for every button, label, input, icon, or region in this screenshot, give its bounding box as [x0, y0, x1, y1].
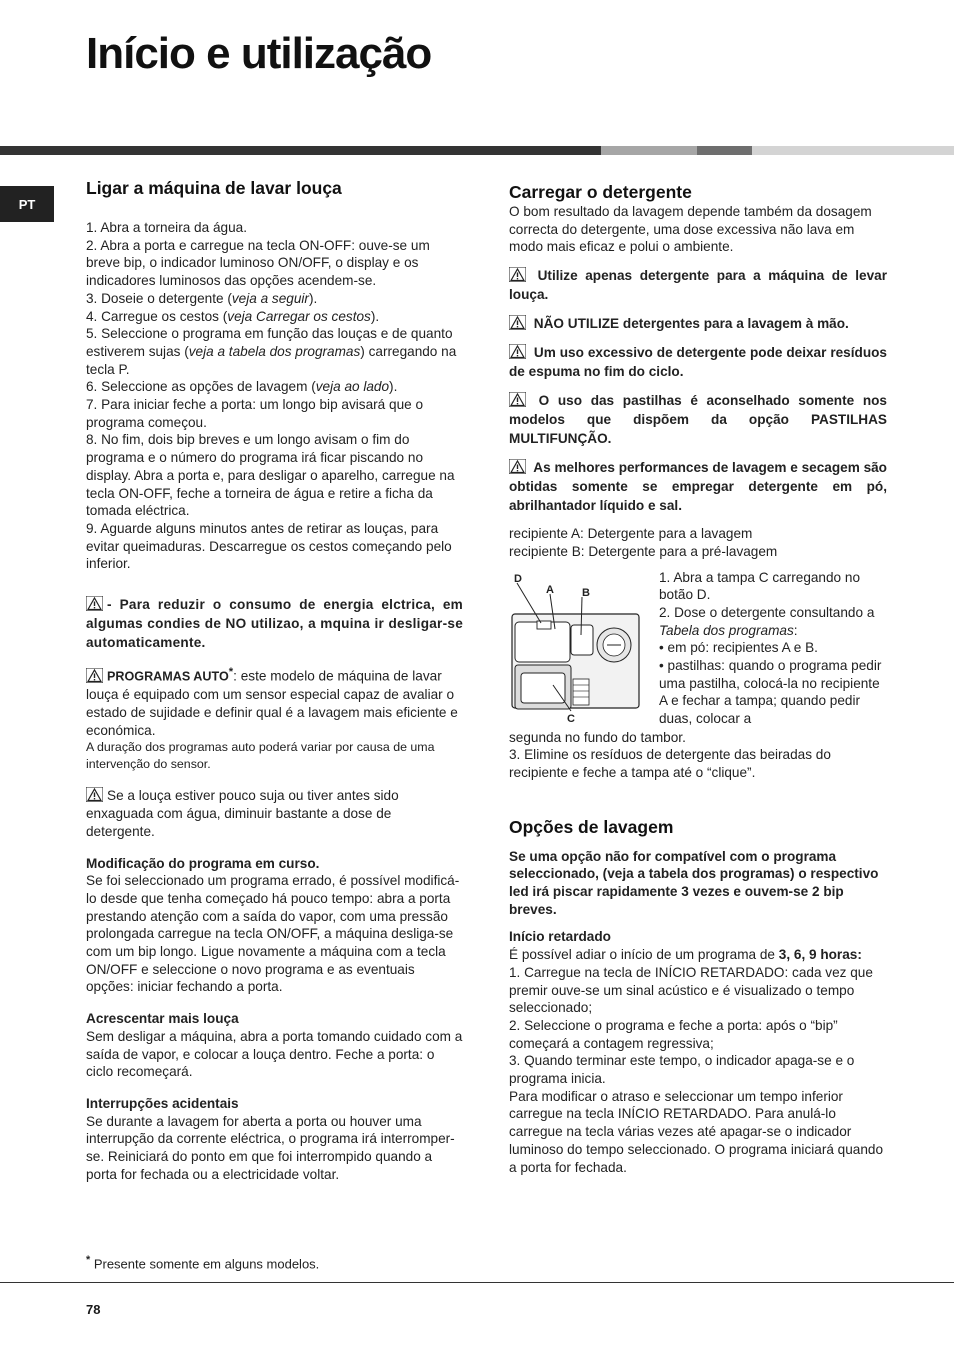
container-a-label: recipiente A: Detergente para a lavagem	[509, 526, 753, 542]
dispenser-bullet-tablets-cont: segunda no fundo do tambor.	[509, 729, 686, 745]
warning-icon	[86, 668, 103, 683]
delayed-start-intro: É possível adiar o início de um programa de 3, 6, 9 horas:	[509, 947, 862, 963]
energy-warning: - Para reduzir o consumo de energia elctrica, em algumas condies de NO utilizao, a mquina ir desligar-se automaticamente.	[86, 597, 463, 651]
dispenser-bullet-powder: • em pó: recipientes A e B.	[659, 640, 818, 656]
page-number: 78	[86, 1302, 101, 1317]
detergent-warning-5: As melhores performances de lavagem e secagem são obtidas somente se empregar detergente em pó, abrilhantador líquido e sal.	[509, 460, 887, 514]
header-bar-mid	[601, 146, 697, 155]
modify-program-title: Modificação do programa em curso.	[86, 855, 320, 871]
section-heading-start: Ligar a máquina de lavar louça	[86, 178, 342, 198]
section-heading-options: Opções de lavagem	[509, 816, 674, 837]
warning-icon	[86, 787, 103, 802]
footnote: * Presente somente em alguns modelos.	[86, 1254, 320, 1272]
page-title: Início e utilização	[86, 29, 432, 78]
step-6: 6. Seleccione as opções de lavagem (veja ao lado).	[86, 379, 398, 395]
interruptions-title: Interrupções acidentais	[86, 1095, 239, 1111]
container-b-label: recipiente B: Detergente para a pré-lavagem	[509, 543, 778, 559]
auto-programs-paragraph: PROGRAMAS AUTO*: este modelo de máquina de lavar louça é equipado com um sensor especial capaz de avaliar o estado de sujidade e definir qual é a lavagem mais eficiente e económica.	[86, 666, 458, 738]
add-dishes-text: Sem desligar a máquina, abra a porta tomando cuidado com a saída de vapor, e colocar a louça dentro. Feche a porta: o ciclo recomeçará.	[86, 1028, 463, 1080]
step-5: 5. Seleccione o programa em função das louças e de quanto estiverem sujas (veja a tabela dos programas) carregando na tecla P.	[86, 326, 457, 377]
figure-label-b: B	[582, 586, 590, 599]
dispenser-steps	[659, 569, 889, 728]
delayed-start-note: Para modificar o atraso e seleccionar um tempo inferior carregue na tecla INÍCIO RETARDADO. Para anulá-lo carregue na tecla várias vezes até apagar-se o indicador luminoso do tempo seleccionado. O programa iniciará quando a porta for fechada.	[509, 1088, 884, 1175]
detergent-warning-4: O uso das pastilhas é aconselhado somente nos modelos que dispõem da opção PASTILHAS MULTIFUNÇÃO.	[509, 393, 887, 447]
language-tag: PT	[0, 186, 54, 222]
detergent-dispenser-figure	[509, 569, 649, 727]
warning-icon	[86, 596, 103, 611]
dirty-dishes-note: Se a louça estiver pouco suja ou tiver antes sido enxaguada com água, diminuir bastante a dose de detergente.	[86, 788, 399, 839]
header-bar-light	[752, 146, 954, 155]
step-4: 4. Carregue os cestos (veja Carregar os cestos).	[86, 308, 380, 324]
detergent-intro: O bom resultado da lavagem depende também da dosagem correcta do detergente, uma dose excessiva não lava em modo mais eficaz e polui o ambiente.	[509, 204, 872, 255]
header-bar-dark	[0, 146, 601, 155]
step-8: 8. No fim, dois bip breves e um longo avisam o fim do programa e o número do programa irá ficar piscando no display. Abra a porta e, para desligar o aparelho, carregue na tecla ON-OFF, feche a torneira de água e retire a ficha da tomada eléctrica.	[86, 432, 455, 519]
dispenser-step-1: 1. Abra a tampa C carregando no botão D.	[659, 569, 861, 603]
interruptions-text: Se durante a lavagem for aberta a porta ou houver uma interrupção da corrente eléctrica, o programa irá interromper-se. Reiniciará do ponto em que foi interrompido quando a porta for fechada ou a electricidade voltar.	[86, 1113, 455, 1182]
warning-icon	[509, 267, 526, 282]
step-1: 1. Abra a torneira da água.	[86, 220, 247, 235]
warning-icon	[509, 459, 526, 474]
delayed-start-step-2: 2. Seleccione o programa e feche a porta: após o “bip” começará a contagem regressiva;	[509, 1017, 838, 1051]
auto-programs-note: A duração dos programas auto poderá variar por causa de uma intervenção do sensor.	[86, 740, 435, 772]
header-bar-dark2	[697, 146, 752, 155]
delayed-start-step-1: 1. Carregue na tecla de INÍCIO RETARDADO: cada vez que premir ouve-se um sinal acústico e é visualizado o tempo seleccionado;	[509, 964, 873, 1016]
dispenser-step-2: 2. Dose o detergente consultando a Tabela dos programas:	[659, 604, 875, 638]
detergent-warning-2: NÃO UTILIZE detergentes para a lavagem à mão.	[509, 314, 887, 333]
left-column	[86, 177, 463, 1183]
warning-icon	[509, 315, 526, 330]
modify-program-text: Se foi seleccionado um programa errado, é possível modificá-lo desde que tenha começado há pouco tempo: abra a porta prestando atenção com a saída do vapor, com uma pressão prolongada carregue na tecla ON/OFF, a máquina desliga-se com um bip longo. Ligue novamente a máquina com a tecla ON/OFF e seleccione o novo programa e as eventuais opções: iniciar fechando a porta.	[86, 873, 460, 995]
step-9: 9. Aguarde alguns minutos antes de retirar as louças, para evitar queimaduras. Descarregue os cestos começando pelo inferior.	[86, 520, 452, 572]
delayed-start-title: Início retardado	[509, 929, 611, 945]
right-column	[509, 181, 887, 1176]
add-dishes-title: Acrescentar mais louça	[86, 1011, 239, 1027]
step-7: 7. Para iniciar feche a porta: um longo bip avisará que o programa começou.	[86, 397, 424, 430]
dispenser-step-3: 3. Elimine os resíduos de detergente das beiradas do recipiente e feche a tampa até o “clique”.	[509, 747, 831, 780]
detergent-warning-3: Um uso excessivo de detergente pode deixar resíduos de espuma no fim do ciclo.	[509, 345, 887, 380]
dispenser-bullet-tablets: • pastilhas: quando o programa pedir uma pastilha, colocá-la no recipiente A e fechar a tampa; quando pedir duas, colocar a	[659, 658, 882, 727]
dispenser-section	[509, 569, 887, 729]
options-warning: Se uma opção não for compatível com o programa seleccionado, (veja a tabela dos programas) o respectivo led irá piscar rapidamente 3 vezes e ouvem-se 2 bip breves.	[509, 848, 879, 917]
footer-rule	[0, 1282, 954, 1283]
step-2: 2. Abra a porta e carregue na tecla ON-OFF: ouve-se um breve bip, o indicador luminoso ON/OFF, o display e os indicadores luminosos das opções acendem-se.	[86, 237, 430, 289]
figure-label-a: A	[546, 583, 554, 596]
warning-icon	[509, 392, 526, 407]
figure-label-d: D	[514, 572, 522, 585]
step-3: 3. Doseie o detergente (veja a seguir).	[86, 290, 318, 306]
detergent-warning-1: Utilize apenas detergente para a máquina de levar louça.	[509, 268, 887, 303]
warning-icon	[509, 344, 526, 359]
delayed-start-step-3: 3. Quando terminar este tempo, o indicador apaga-se e o programa inicia.	[509, 1053, 855, 1087]
figure-label-c: C	[567, 712, 575, 725]
section-heading-detergent: Carregar o detergente	[509, 182, 692, 202]
